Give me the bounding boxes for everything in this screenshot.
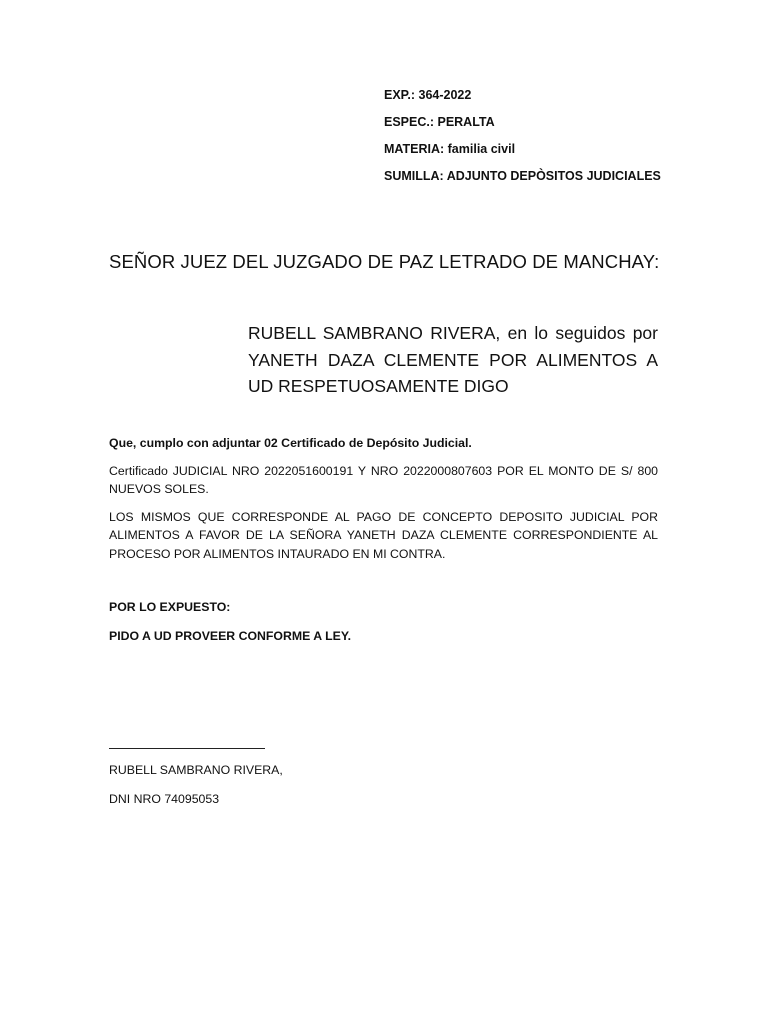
closing-block bbox=[109, 598, 658, 656]
body-paragraph-attachment: Que, cumplo con adjuntar 02 Certificado de Depósito Judicial. bbox=[109, 436, 472, 450]
signature-block bbox=[109, 733, 409, 819]
closing-request: PIDO A UD PROVEER CONFORME A LEY. bbox=[109, 629, 352, 643]
intro-paragraph: RUBELL SAMBRANO RIVERA, en lo seguidos por YANETH DAZA CLEMENTE POR ALIMENTOS A UD RESPETUOSAMENTE DIGO bbox=[248, 323, 658, 396]
body-paragraph-certificates: Certificado JUDICIAL NRO 2022051600191 Y NRO 2022000807603 POR EL MONTO DE S/ 800 NUEVOS SOLES. bbox=[109, 463, 658, 496]
body-paragraph-concept: LOS MISMOS QUE CORRESPONDE AL PAGO DE CONCEPTO DEPOSITO JUDICIAL POR ALIMENTOS A FAVOR DE LA SEÑORA YANETH DAZA CLEMENTE CORRESPONDIENTE AL PROCESO POR ALIMENTOS INTAURADO EN MI CONTRA. bbox=[109, 509, 658, 561]
case-subject: MATERIA: familia civil bbox=[384, 142, 516, 156]
case-specialist: ESPEC.: PERALTA bbox=[384, 115, 495, 129]
case-number: EXP.: 364-2022 bbox=[384, 88, 472, 102]
case-header bbox=[384, 86, 724, 194]
signer-name: RUBELL SAMBRANO RIVERA, bbox=[109, 763, 283, 777]
signer-dni: DNI NRO 74095053 bbox=[109, 792, 220, 806]
closing-heading: POR LO EXPUESTO: bbox=[109, 600, 231, 614]
addressee-line: SEÑOR JUEZ DEL JUZGADO DE PAZ LETRADO DE MANCHAY: bbox=[109, 251, 660, 272]
case-summary: SUMILLA: ADJUNTO DEPÒSITOS JUDICIALES bbox=[384, 169, 661, 183]
document-body bbox=[109, 434, 658, 572]
signature-line bbox=[109, 733, 265, 749]
